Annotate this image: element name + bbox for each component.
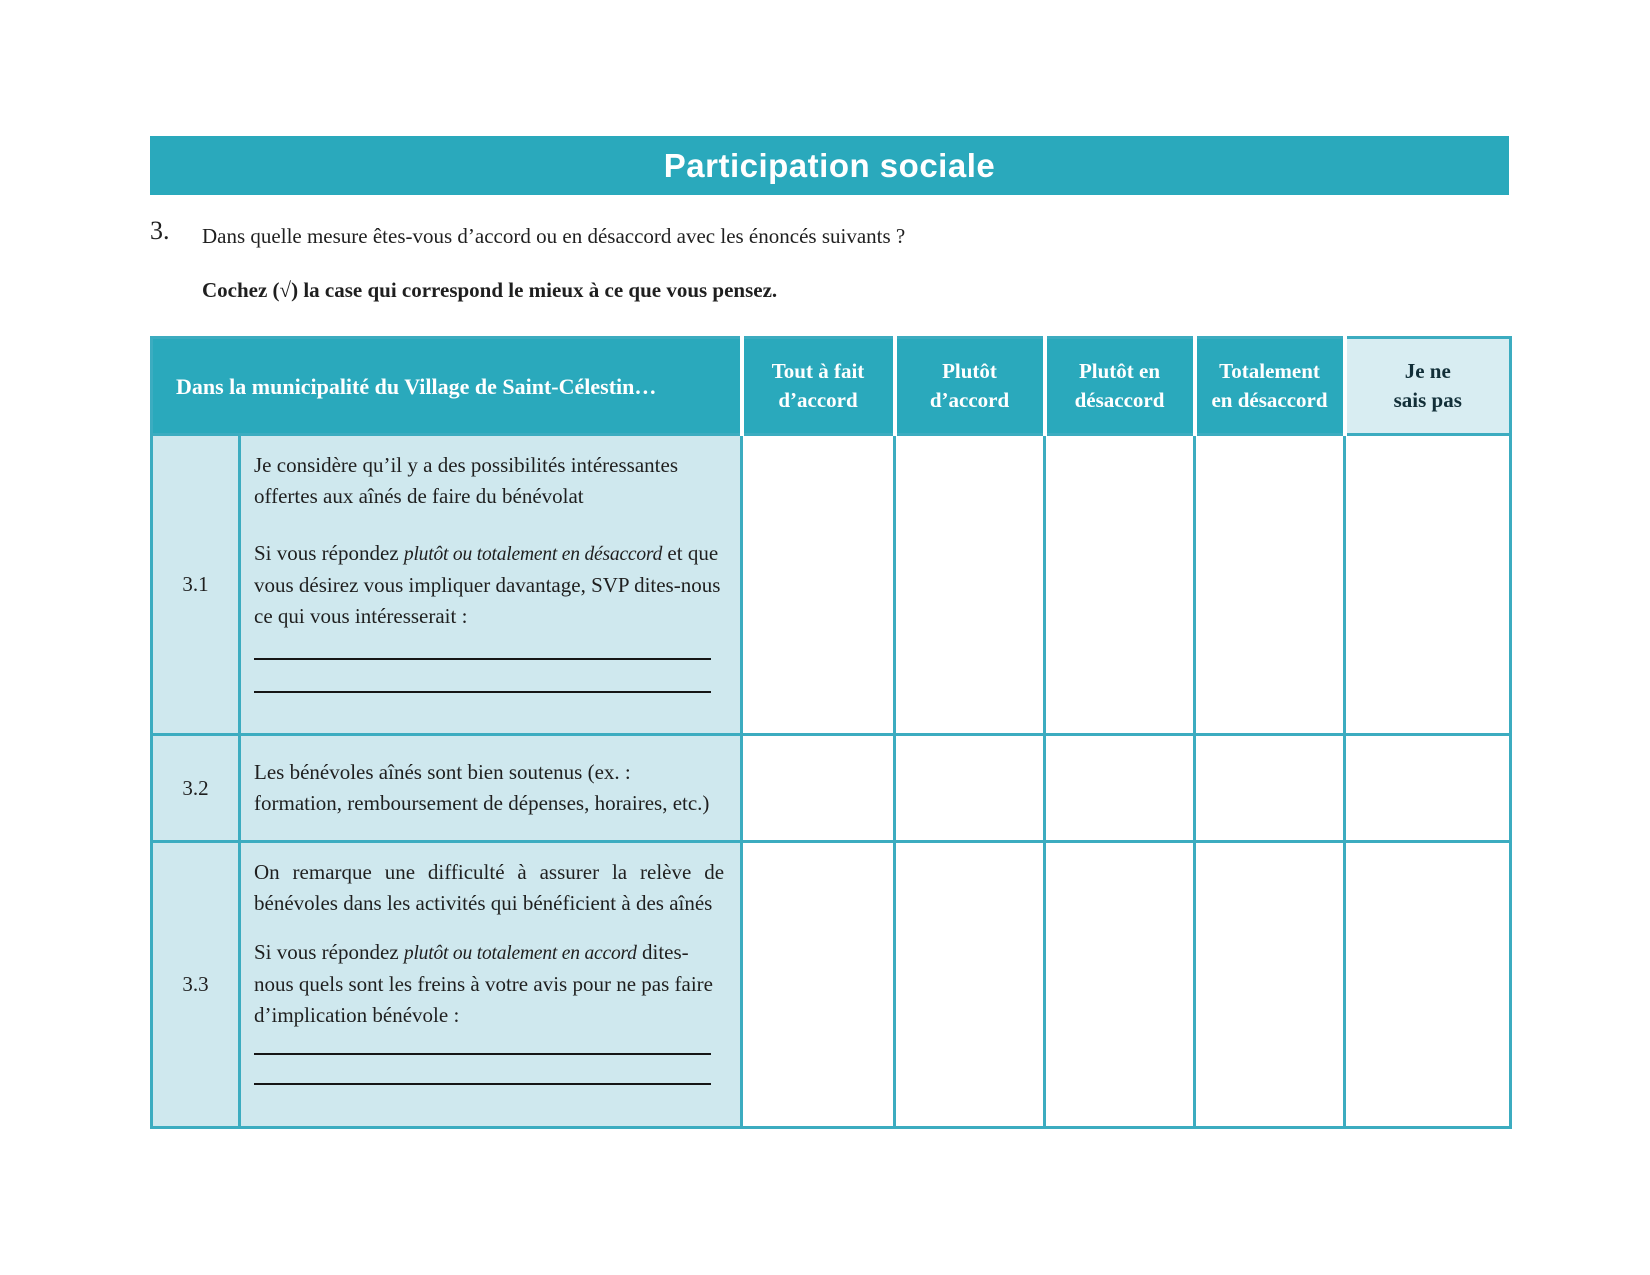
table-row-3-3	[152, 842, 1511, 1128]
table-header-row	[152, 338, 1511, 435]
answer-cell-3-1-totalement-en-desaccord[interactable]	[1195, 435, 1345, 735]
question-number: 3.	[150, 216, 170, 245]
row-number: 3.3	[152, 842, 240, 1128]
write-in-line	[254, 658, 711, 660]
statement-text: Les bénévoles aînés sont bien soutenus (ex. : formation, remboursement de dépenses, horaires, etc.)	[254, 760, 710, 815]
answer-cell-3-1-plutot-daccord[interactable]	[895, 435, 1045, 735]
column-header-tout-a-fait-daccord: Tout à fait d’accord	[742, 338, 895, 435]
statement-text: Je considère qu’il y a des possibilités intéressantes offertes aux aînés de faire du bénévolat	[254, 453, 678, 508]
column-header-plutot-daccord: Plutôt d’accord	[895, 338, 1045, 435]
write-in-line	[254, 1083, 711, 1085]
row-number: 3.1	[152, 435, 240, 735]
answer-cell-3-2-plutot-en-desaccord[interactable]	[1045, 735, 1195, 842]
answer-cell-3-3-plutot-en-desaccord[interactable]	[1045, 842, 1195, 1128]
followup-text: Si vous répondez plutôt ou totalement en accord dites-nous quels sont les freins à votre avis pour ne pas faire d’implication bénévole :	[254, 940, 713, 1027]
write-in-line	[254, 1053, 711, 1055]
answer-cell-3-2-totalement-en-desaccord[interactable]	[1195, 735, 1345, 842]
survey-table	[150, 336, 1512, 1129]
answer-cell-3-1-plutot-en-desaccord[interactable]	[1045, 435, 1195, 735]
answer-cell-3-2-plutot-daccord[interactable]	[895, 735, 1045, 842]
answer-cell-3-3-je-ne-sais-pas[interactable]	[1345, 842, 1511, 1128]
answer-cell-3-1-tout-a-fait-daccord[interactable]	[742, 435, 895, 735]
section-banner	[150, 136, 1509, 195]
column-header-je-ne-sais-pas: Je ne sais pas	[1345, 338, 1511, 435]
section-title: Participation sociale	[663, 147, 996, 184]
statement-cell-3-1	[240, 435, 742, 735]
answer-cell-3-2-je-ne-sais-pas[interactable]	[1345, 735, 1511, 842]
table-row-3-1	[152, 435, 1511, 735]
statement-text: On remarque une difficulté à assurer la relève de bénévoles dans les activités qui bénéficient à des aînés	[254, 860, 725, 915]
statement-cell-3-2	[240, 735, 742, 842]
answer-cell-3-3-tout-a-fait-daccord[interactable]	[742, 842, 895, 1128]
instruction-text: Cochez (√) la case qui correspond le mieux à ce que vous pensez.	[202, 278, 778, 302]
question-text: Dans quelle mesure êtes-vous d’accord ou en désaccord avec les énoncés suivants ?	[202, 224, 906, 248]
write-in-line	[254, 691, 711, 693]
answer-cell-3-3-plutot-daccord[interactable]	[895, 842, 1045, 1128]
followup-text: Si vous répondez plutôt ou totalement en désaccord et que vous désirez vous impliquer davantage, SVP dites-nous ce qui vous intéresserait :	[254, 541, 721, 628]
answer-cell-3-3-totalement-en-desaccord[interactable]	[1195, 842, 1345, 1128]
answer-cell-3-1-je-ne-sais-pas[interactable]	[1345, 435, 1511, 735]
statement-cell-3-3	[240, 842, 742, 1128]
table-row-3-2	[152, 735, 1511, 842]
row-number: 3.2	[152, 735, 240, 842]
column-header-plutot-en-desaccord: Plutôt en désaccord	[1045, 338, 1195, 435]
question-block	[150, 218, 1509, 251]
statement-column-header: Dans la municipalité du Village de Saint-Célestin…	[152, 338, 742, 435]
answer-cell-3-2-tout-a-fait-daccord[interactable]	[742, 735, 895, 842]
column-header-totalement-en-desaccord: Totalement en désaccord	[1195, 338, 1345, 435]
